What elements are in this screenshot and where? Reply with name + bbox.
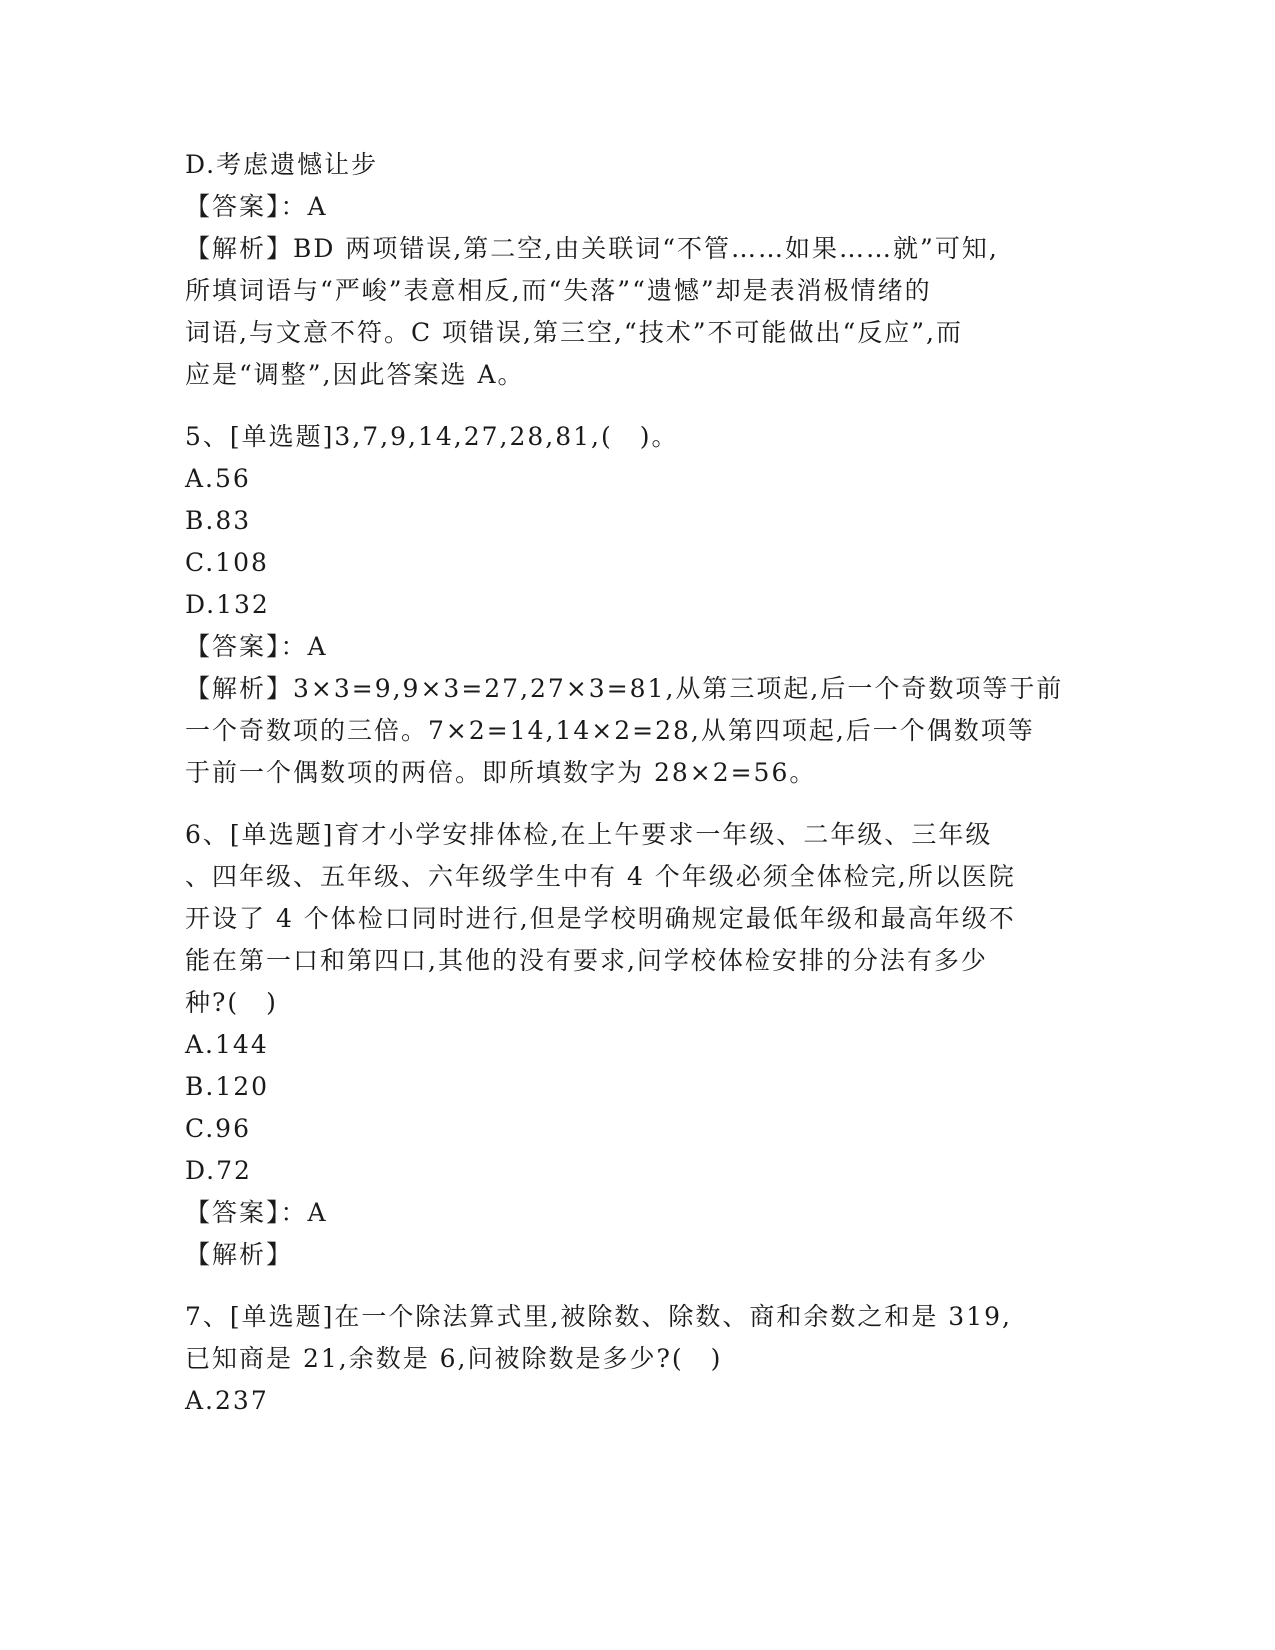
stem-line: 已知商是 21,余数是 6,问被除数是多少?( ) — [185, 1344, 723, 1373]
analysis-line: 【解析】3×3=9,9×3=27,27×3=81,从第三项起,后一个奇数项等于前 — [185, 674, 1064, 703]
answer: 【答案】：A — [185, 192, 328, 221]
analysis-line: 应是“调整”,因此答案选 A。 — [185, 360, 525, 389]
question-stem: 5、[单选题]3,7,9,14,27,28,81,( )。 — [185, 422, 679, 451]
question-6 — [185, 814, 1085, 1276]
analysis-line: 词语,与文意不符。C 项错误,第三空,“技术”不可能做出“反应”,而 — [185, 318, 963, 347]
question-stem — [185, 814, 1085, 1024]
question-stem — [185, 1296, 1085, 1380]
option-a: A.56 — [185, 464, 251, 493]
question-7 — [185, 1296, 1085, 1422]
option-d: D.72 — [185, 1156, 252, 1185]
analysis-line: 一个奇数项的三倍。7×2=14,14×2=28,从第四项起,后一个偶数项等 — [185, 716, 1035, 745]
analysis-line: 【解析】BD 两项错误,第二空,由关联词“不管……如果……就”可知, — [185, 234, 999, 263]
analysis-line: 所填词语与“严峻”表意相反,而“失落”“遗憾”却是表消极情绪的 — [185, 276, 932, 305]
analysis — [185, 668, 1085, 794]
option-c: C.96 — [185, 1114, 251, 1143]
analysis — [185, 228, 1085, 396]
stem-line: 能在第一口和第四口,其他的没有要求,问学校体检安排的分法有多少 — [185, 946, 988, 975]
option-a: A.237 — [185, 1386, 269, 1415]
stem-line: 7、[单选题]在一个除法算式里,被除数、除数、商和余数之和是 319, — [185, 1302, 1012, 1331]
stem-line: 、四年级、五年级、六年级学生中有 4 个年级必须全体检完,所以医院 — [185, 862, 1016, 891]
answer: 【答案】：A — [185, 1198, 328, 1227]
stem-line: 开设了 4 个体检口同时进行,但是学校明确规定最低年级和最高年级不 — [185, 904, 1016, 933]
option-d: D.考虑遗憾让步 — [185, 150, 379, 179]
answer: 【答案】：A — [185, 632, 328, 661]
analysis: 【解析】 — [185, 1240, 294, 1269]
analysis-line: 于前一个偶数项的两倍。即所填数字为 28×2=56。 — [185, 758, 817, 787]
prev-question — [185, 144, 1085, 396]
option-a: A.144 — [185, 1030, 269, 1059]
option-b: B.83 — [185, 506, 252, 535]
stem-line: 种?( ) — [185, 988, 278, 1017]
document-page — [185, 144, 1085, 1422]
stem-line: 6、[单选题]育才小学安排体检,在上午要求一年级、二年级、三年级 — [185, 820, 993, 849]
option-d: D.132 — [185, 590, 270, 619]
option-c: C.108 — [185, 548, 269, 577]
question-5 — [185, 416, 1085, 794]
option-b: B.120 — [185, 1072, 270, 1101]
